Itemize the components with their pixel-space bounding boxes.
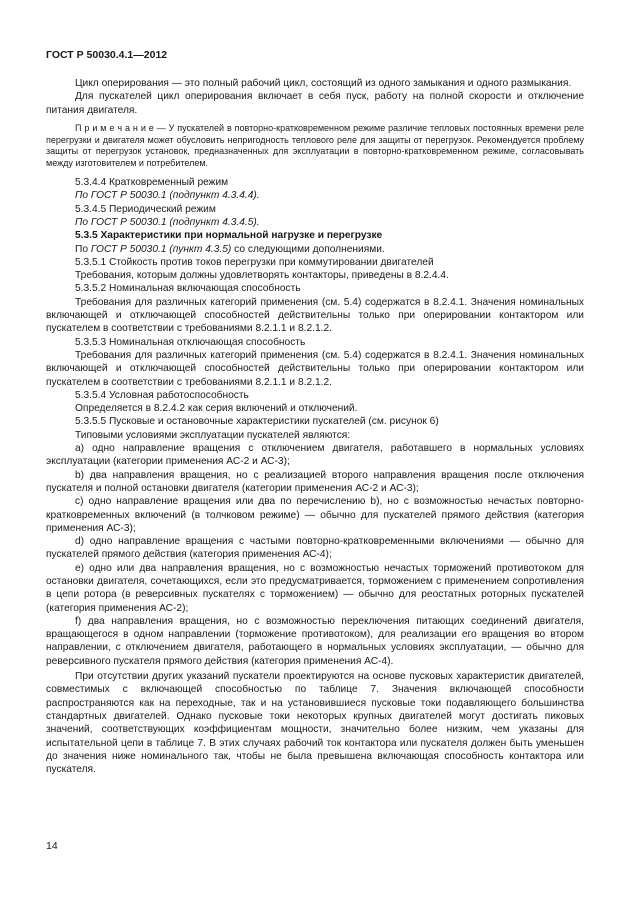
reference-5-3-5: [46, 243, 584, 256]
note-paragraph: П р и м е ч а н и е — У пускателей в повторно-кратковременном режиме различие тепловых постоянных времени реле перегрузки и двигателя может обусловить непригодность теплового реле для защиты от перегрузок. Рекомендуется проблему защиты от перегрузок установок, предназначенных для эксплуатации в повторно-кратковременном режиме, согласовывать между изготовителем и потребителем.: [46, 122, 584, 169]
heading-5-3-5-3: 5.3.5.3 Номинальная отключающая способность: [75, 336, 306, 348]
document-body: [46, 77, 584, 776]
list-item-f: f) два направления вращения, но с возможностью переключения питающих соединений двигателя, вращающегося в одном направлении (торможение противотоком), для реализации его вращения во втором направлении, с отключением двигателя, работающего в нормальных условиях эксплуатации, — обычно для реверсивного пускателя прямого действия (категория применения АС-4).: [46, 615, 584, 667]
ref-suffix: со следующими дополнениями.: [231, 243, 385, 255]
document-header: ГОСТ Р 50030.4.1—2012: [46, 49, 168, 61]
heading-5-3-5-5: 5.3.5.5 Пусковые и остановочные характеристики пускателей (см. рисунок 6): [75, 416, 439, 428]
list-item-a: а) одно направление вращения с отключением двигателя, работавшего в нормальных условиях эксплуатации (категории применения АС-2 и АС-3);: [46, 443, 584, 468]
list-item-c: с) одно направление вращения или два по перечислению b), но с возможностью нечастых повторно-кратковременных включений (в толчковом режиме) — обычно для пускателей прямого действия (категория применения АС-3);: [46, 496, 584, 534]
ref-link: ГОСТ Р 50030.1 (пункт 4.3.5): [90, 243, 232, 255]
paragraph-starter-cycle: Для пускателей цикл оперирования включает в себя пуск, работу на полной скорости и отключение питания двигателя.: [46, 91, 584, 116]
reference-5-3-4-5: По ГОСТ Р 50030.1 (подпункт 4.3.4.5).: [75, 216, 260, 228]
text-5-3-5-4: Определяется в 8.2.4.2 как серия включений и отключений.: [75, 403, 358, 415]
heading-5-3-4-5: 5.3.4.5 Периодический режим: [75, 203, 216, 215]
list-item-b: b) два направления вращения, но с реализацией второго направления вращения после отключения пускателя и полной остановки двигателя (категории применения АС-2 и АС-3);: [46, 469, 584, 494]
heading-5-3-5-2: 5.3.5.2 Номинальная включающая способность: [75, 283, 301, 295]
list-item-e: е) одно или два направления вращения, но с возможностью нечастых торможений противотоком для остановки двигателя, сочетающихся, если это предусматривается, торможением с применением сопротивления в цепи ротора (в реверсивных пускателях с торможением) — обычно для реостатных роторных пускателей (категория применения АС-2);: [46, 562, 584, 614]
text-5-3-5-1: Требования, которым должны удовлетворять контакторы, приведены в 8.2.4.4.: [75, 270, 449, 282]
heading-5-3-4-4: 5.3.4.4 Кратковременный режим: [75, 177, 229, 189]
paragraph-cycle-definition: Цикл оперирования — это полный рабочий цикл, состоящий из одного замыкания и одного размыкания.: [75, 78, 572, 89]
paragraph-final: При отсутствии других указаний пускатели проектируются на основе пусковых характеристик двигателей, совместимых с включающей способностью по таблице 7. Значения включающей способности распространяются как на переходные, так и на установившиеся пусковые токи подавляющего большинства стандартных двигателей. Однако пусковые токи некоторых крупных двигателей могут достигать пиковых значений, соответствующих коэффициентам мощности, значительно более низким, чем указаны для испытательной цепи в таблице 7. В этих случаях рабочий ток контактора или пускателя должен быть уменьшен до значения ниже номинального так, чтобы не была превышена включающая способность контактора или пускателя.: [46, 671, 584, 776]
page-number: 14: [46, 840, 58, 852]
reference-5-3-4-4: По ГОСТ Р 50030.1 (подпункт 4.3.4.4).: [75, 190, 260, 202]
text-5-3-5-2: Требования для различных категорий применения (см. 5.4) содержатся в 8.2.4.1. Значения номинальных включающей и отключающей способностей действительны только при оперировании контактором или пускателем в соответствии с требованиями 8.2.1.1 и 8.2.1.2.: [46, 296, 584, 335]
heading-5-3-5-1: 5.3.5.1 Стойкость против токов перегрузки при коммутировании двигателей: [75, 256, 434, 268]
text-5-3-5-5: Типовыми условиями эксплуатации пускателей являются:: [75, 429, 351, 441]
list-item-d: d) одно направление вращения с частыми повторно-кратковременными включениями — обычно для пускателей прямого действия (категория применения АС-4);: [46, 536, 584, 561]
text-5-3-5-3: Требования для различных категорий применения (см. 5.4) содержатся в 8.2.4.1. Значения номинальных включающей и отключающей способностей действительны только при оперировании контактором или пускателем в соответствии с требованиями 8.2.1.1 и 8.2.1.2.: [46, 349, 584, 388]
ref-prefix: По: [75, 243, 91, 255]
heading-5-3-5: 5.3.5 Характеристики при нормальной нагрузке и перегрузке: [75, 230, 383, 242]
heading-5-3-5-4: 5.3.5.4 Условная работоспособность: [75, 389, 249, 401]
